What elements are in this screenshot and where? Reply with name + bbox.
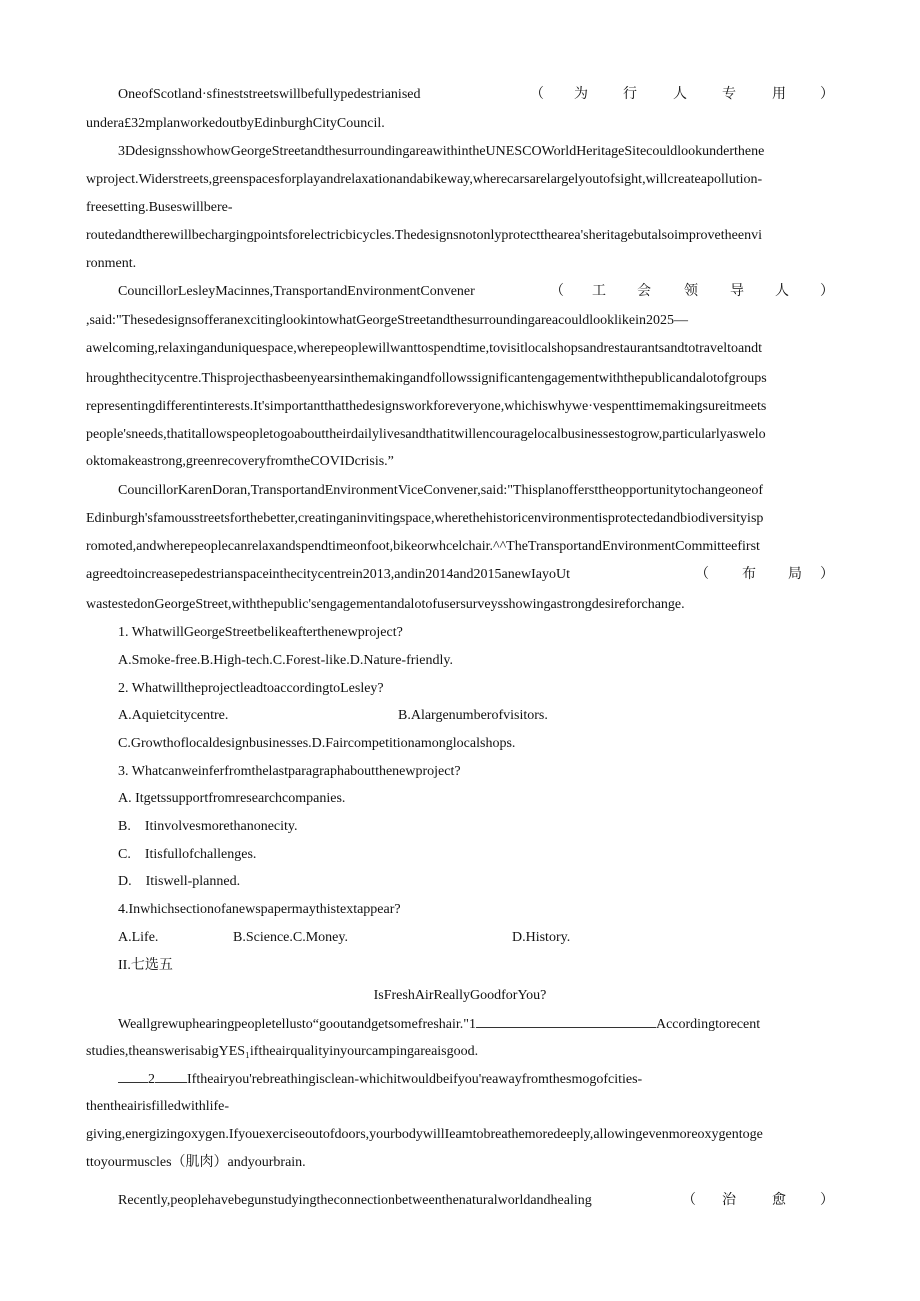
option-b: B.Alargenumberofvisitors. [398, 708, 548, 723]
gloss-char: 人 [673, 87, 687, 102]
paragraph-text: Iftheairyou'rebreathingisclean-whichitwouldbeifyou'reawayfromthesmogofcities- [187, 1072, 643, 1087]
paragraph-line: OneofScotland·sfineststreetswillbefullypedestrianised [118, 87, 421, 102]
gloss-char: 为 [574, 87, 588, 102]
gloss-char: （ [530, 87, 544, 102]
gloss-char: 专 [722, 87, 736, 102]
gloss-char: ） [820, 284, 834, 299]
answer-blank-2-right[interactable] [155, 1070, 187, 1083]
option-b: B. Itinvolvesmorethanonecity. [118, 819, 298, 834]
paragraph-line: studies,theanswerisabigYES₁iftheairqualityinyourcampingareaisgood. [86, 1044, 479, 1059]
option-c: C. Itisfullofchallenges. [118, 847, 257, 862]
option-a: A.Life. [118, 930, 159, 945]
paragraph-line: people'sneeds,thatitallowspeopletogoabouttheirdailylivesandthatitwillencouragelocalbusinessestogrow,particularlyaswelo [86, 427, 766, 442]
question-stem: 4.Inwhichsectionofanewspapermaythistextappear? [118, 902, 401, 917]
paragraph-line: ,said:"ThesedesignsofferanexcitinglookintowhatGeorgeStreetandthesurroundingareacouldlooklikein2025— [86, 313, 688, 328]
gloss-char: 人 [775, 284, 789, 299]
gloss-char: ） [820, 1193, 834, 1208]
option-d: D.History. [512, 930, 571, 945]
paragraph-line: Edinburgh'sfamousstreetsforthebetter,creatinganinvitingspace,wherethehistoricenvironmentisprotectedandbiodiversityisp [86, 511, 764, 526]
gloss-char: （ [682, 1193, 696, 1208]
gloss-char: 布 [742, 567, 756, 582]
gloss-char: 导 [730, 284, 744, 299]
paragraph-text: Weallgrewuphearingpeopletellusto“gooutandgetsomefreshair."1 [118, 1017, 476, 1032]
answer-blank-2-left[interactable] [118, 1070, 148, 1083]
question-options: C.Growthoflocaldesignbusinesses.D.Faircompetitionamonglocalshops. [118, 736, 516, 751]
option-a: A. Itgetssupportfromresearchcompanies. [118, 791, 346, 806]
section-heading: II.七选五 [118, 958, 173, 973]
option-a: A.Aquietcitycentre. [118, 708, 229, 723]
paragraph-line [118, 1015, 760, 1034]
paragraph-line [118, 1070, 642, 1089]
paragraph-line: wproject.Widerstreets,greenspacesforplayandrelaxationandabikeway,wherecarsarelargelyoutofsight,willcreateapollution- [86, 172, 763, 187]
paragraph-line: ronment. [86, 256, 137, 271]
paragraph-text: Accordingtorecent [655, 1017, 761, 1032]
question-stem: 3. Whatcanweinferfromthelastparagraphaboutthenewproject? [118, 764, 461, 779]
answer-blank-1[interactable] [476, 1015, 656, 1028]
paragraph-line: routedandtherewillbechargingpointsforelectricbicycles.Thedesignsnotonlyprotectthearea'sheritagebutalsoimprovetheenvi [86, 228, 762, 243]
paragraph-line: wastestedonGeorgeStreet,withthepublic'sengagementandalotofusersurveysshowingastrongdesireforchange. [86, 597, 685, 612]
paragraph-line: giving,energizingoxygen.Ifyouexerciseoutofdoors,yourbodywillIeamtobreathemoredeeply,allowingevenmoreoxygentoge [86, 1127, 763, 1142]
paragraph-line: ttoyourmuscles（肌肉）andyourbrain. [86, 1155, 306, 1170]
paragraph-line: awelcoming,relaxinganduniquespace,wherepeoplewillwanttospendtime,tovisitlocalshopsandrestaurantsandtotraveltoandt [86, 341, 763, 356]
gloss-char: ） [820, 87, 834, 102]
paragraph-line: representingdifferentinterests.It'simportantthatthedesignsworkforeveryone,whichiswhywe·vespenttimemakingsureitmeets [86, 399, 767, 414]
paragraph-line: oktomakeastrong,greenrecoveryfromtheCOVIDcrisis.” [86, 454, 394, 469]
gloss-char: （ [695, 567, 709, 582]
question-options: A.Smoke-free.B.High-tech.C.Forest-like.D.Nature-friendly. [118, 653, 453, 668]
gloss-char: 用 [772, 87, 786, 102]
paragraph-line: undera£32mplanworkedoutbyEdinburghCityCouncil. [86, 116, 385, 131]
paragraph-line: agreedtoincreasepedestrianspaceinthecitycentrein2013,andin2014and2015anewIayoUt [86, 567, 570, 582]
paragraph-line: hroughthecitycentre.Thisprojecthasbeenyearsinthemakingandfollowssignificantengagementwiththepublicandalotofgroups [86, 371, 767, 386]
gloss-char: ） [820, 567, 834, 582]
gloss-char: 愈 [772, 1193, 786, 1208]
option-d: D. Itiswell-planned. [118, 874, 241, 889]
question-stem: 2. WhatwilltheprojectleadtoaccordingtoLesley? [118, 681, 384, 696]
paragraph-line: 3DdesignsshowhowGeorgeStreetandthesurroundingareawithintheUNESCOWorldHeritageSitecouldlookunderthene [118, 144, 765, 159]
paragraph-line: freesetting.Buseswillbere- [86, 200, 233, 215]
gloss-char: 领 [684, 284, 698, 299]
blank-number: 2 [148, 1072, 155, 1087]
gloss-char: 治 [722, 1193, 736, 1208]
gloss-char: （ [550, 284, 564, 299]
gloss-char: 行 [623, 87, 637, 102]
question-stem: 1. WhatwillGeorgeStreetbelikeafterthenewproject? [118, 625, 403, 640]
paragraph-line: CouncillorLesleyMacinnes,TransportandEnvironmentConvener [118, 284, 475, 299]
gloss-char: 工 [592, 284, 606, 299]
paragraph-line: Recently,peoplehavebegunstudyingtheconnectionbetweenthenaturalworldandhealing [118, 1193, 592, 1208]
gloss-char: 会 [637, 284, 651, 299]
gloss-char: 局 [788, 567, 802, 582]
paragraph-line: thentheairisfilledwithlife- [86, 1099, 230, 1114]
option-bc: B.Science.C.Money. [233, 930, 348, 945]
passage-title: IsFreshAirReallyGoodforYou? [373, 988, 547, 1003]
paragraph-line: romoted,andwherepeoplecanrelaxandspendtimeonfoot,bikeorwhcelchair.^^TheTransportandEnvironmentCommitteefirst [86, 539, 760, 554]
paragraph-line: CouncillorKarenDoran,TransportandEnvironmentViceConvener,said:"Thisplanoffersttheopportunitytochangeoneof [118, 483, 764, 498]
